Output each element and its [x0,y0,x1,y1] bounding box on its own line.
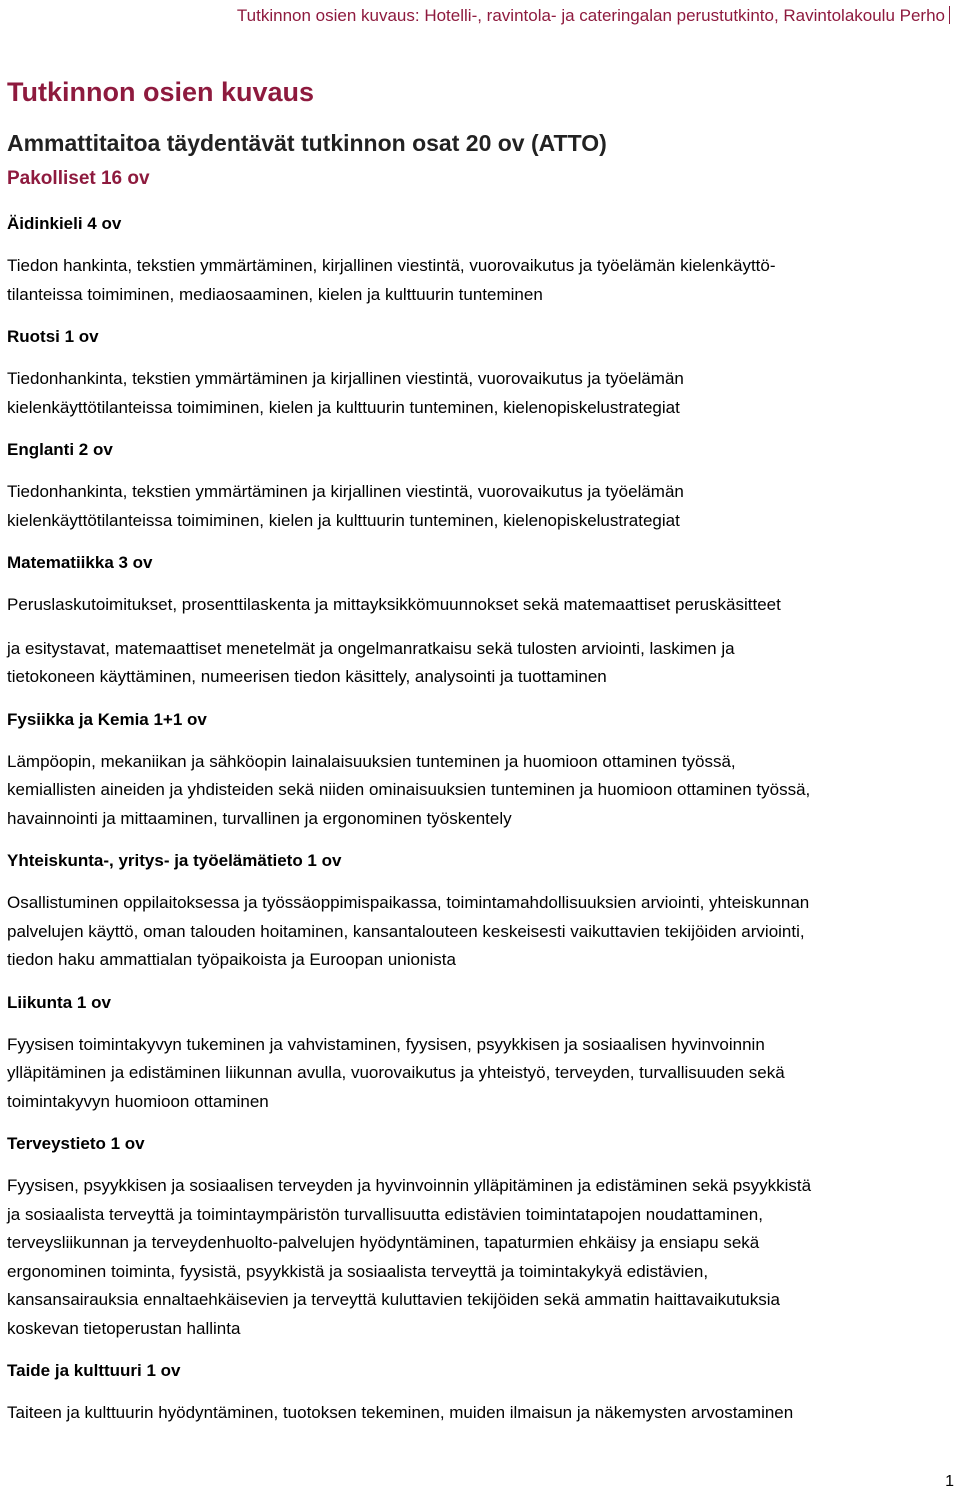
description-line: koskevan tietoperustan hallinta [7,1318,241,1338]
description-line: tilanteissa toimiminen, mediaosaaminen, kielen ja kulttuurin tunteminen [7,284,543,304]
subject-title: Taide ja kulttuuri 1 ov [7,1361,181,1380]
description-line: tietokoneen käyttäminen, numeerisen tiedon käsittely, analysointi ja tuottaminen [7,667,607,686]
page-number: 1 [945,1473,954,1490]
subject-title: Englanti 2 ov [7,440,113,459]
subject-title: Ruotsi 1 ov [7,327,99,346]
description-line: kemiallisten aineiden ja yhdisteiden sekä niiden ominaisuuksien tunteminen ja huomioon ottaminen työssä, [7,780,811,799]
subject-description [7,748,957,834]
description-line: kansansairauksia ennaltaehkäisevien ja terveyttä kuluttavien tekijöiden sekä ammatin haittavaikutuksia [7,1290,780,1309]
subject-description-continued [7,635,957,692]
description-line: Peruslaskutoimitukset, prosenttilaskenta ja mittayksikkömuunnokset sekä matemaattiset peruskäsitteet [7,595,781,614]
subject-description [7,889,957,975]
document-title: Tutkinnon osien kuvaus [7,77,315,107]
description-line: ylläpitäminen ja edistäminen liikunnan avulla, vuorovaikutus ja yhteistyö, terveyden, turvallisuuden sekä [7,1063,785,1082]
subject-description [7,365,957,422]
sections-list [7,212,957,1428]
description-line: Fyysisen toimintakyvyn tukeminen ja vahvistaminen, fyysisen, psyykkisen ja sosiaalisen hyvinvoinnin [7,1034,765,1054]
subject-description [7,591,957,620]
description-line: Taiteen ja kulttuurin hyödyntäminen, tuotoksen tekeminen, muiden ilmaisun ja näkemysten arvostaminen [7,1403,794,1422]
description-line: toimintakyvyn huomioon ottaminen [7,1091,269,1111]
description-line: tiedon haku ammattialan työpaikoista ja Euroopan unionista [7,950,456,969]
description-line: havainnointi ja mittaaminen, turvallinen ja ergonominen työskentely [7,808,512,828]
subject-title: Liikunta 1 ov [7,992,111,1012]
subject-title: Äidinkieli 4 ov [7,214,122,233]
subject-title: Matematiikka 3 ov [7,553,153,572]
description-line: Tiedonhankinta, tekstien ymmärtäminen ja kirjallinen viestintä, vuorovaikutus ja työelämän [7,482,684,501]
description-line: ja sosiaalista terveyttä ja toimintaympäristön turvallisuutta edistävien toimintatapojen noudattaminen, [7,1204,763,1224]
description-line: Lämpöopin, mekaniikan ja sähköopin lainalaisuuksien tunteminen ja huomioon ottaminen työssä, [7,751,736,771]
description-line: Osallistuminen oppilaitoksessa ja työssäoppimispaikassa, toimintamahdollisuuksien arviointi, yhteiskunnan [7,893,810,912]
document-body [7,74,957,1428]
description-line: ja esitystavat, matemaattiset menetelmät ja ongelmanratkaisu sekä tulosten arviointi, laskimen ja [7,638,735,658]
subheading: Pakolliset 16 ov [7,168,150,189]
running-header-text: Tutkinnon osien kuvaus: Hotelli-, ravintola- ja cateringalan perustutkinto, Ravintolakoulu Perho [236,6,945,25]
subject-title: Terveystieto 1 ov [7,1134,145,1153]
subject-description [7,478,957,535]
subject-title: Yhteiskunta-, yritys- ja työelämätieto 1 ov [7,851,342,870]
header-divider [949,6,950,24]
subject-description [7,1031,957,1117]
subject-description [7,1399,957,1428]
description-line: palvelujen käyttö, oman talouden hoitaminen, kansantalouteen keskeisesti vaikuttavien tekijöiden arviointi, [7,921,805,941]
running-header [237,6,950,26]
subject-description [7,1172,957,1343]
description-line: Fyysisen, psyykkisen ja sosiaalisen terveyden ja hyvinvoinnin ylläpitäminen ja edistäminen sekä psyykkistä [7,1176,812,1195]
description-line: kielenkäyttötilanteissa toimiminen, kielen ja kulttuurin tunteminen, kielenopiskelustrategiat [7,397,680,417]
section-heading: Ammattitaitoa täydentävät tutkinnon osat 20 ov (ATTO) [7,130,607,156]
description-line: kielenkäyttötilanteissa toimiminen, kielen ja kulttuurin tunteminen, kielenopiskelustrategiat [7,510,680,530]
description-line: Tiedonhankinta, tekstien ymmärtäminen ja kirjallinen viestintä, vuorovaikutus ja työelämän [7,369,684,388]
subject-title: Fysiikka ja Kemia 1+1 ov [7,709,207,729]
subject-description [7,252,957,309]
description-line: terveysliikunnan ja terveydenhuolto-palvelujen hyödyntäminen, tapaturmien ehkäisy ja ensiapu sekä [7,1233,760,1252]
description-line: ergonominen toiminta, fyysistä, psyykkistä ja sosiaalista terveyttä ja toimintakykyä edistävien, [7,1261,709,1281]
description-line: Tiedon hankinta, tekstien ymmärtäminen, kirjallinen viestintä, vuorovaikutus ja työelämän kielenkäyttö- [7,256,776,275]
